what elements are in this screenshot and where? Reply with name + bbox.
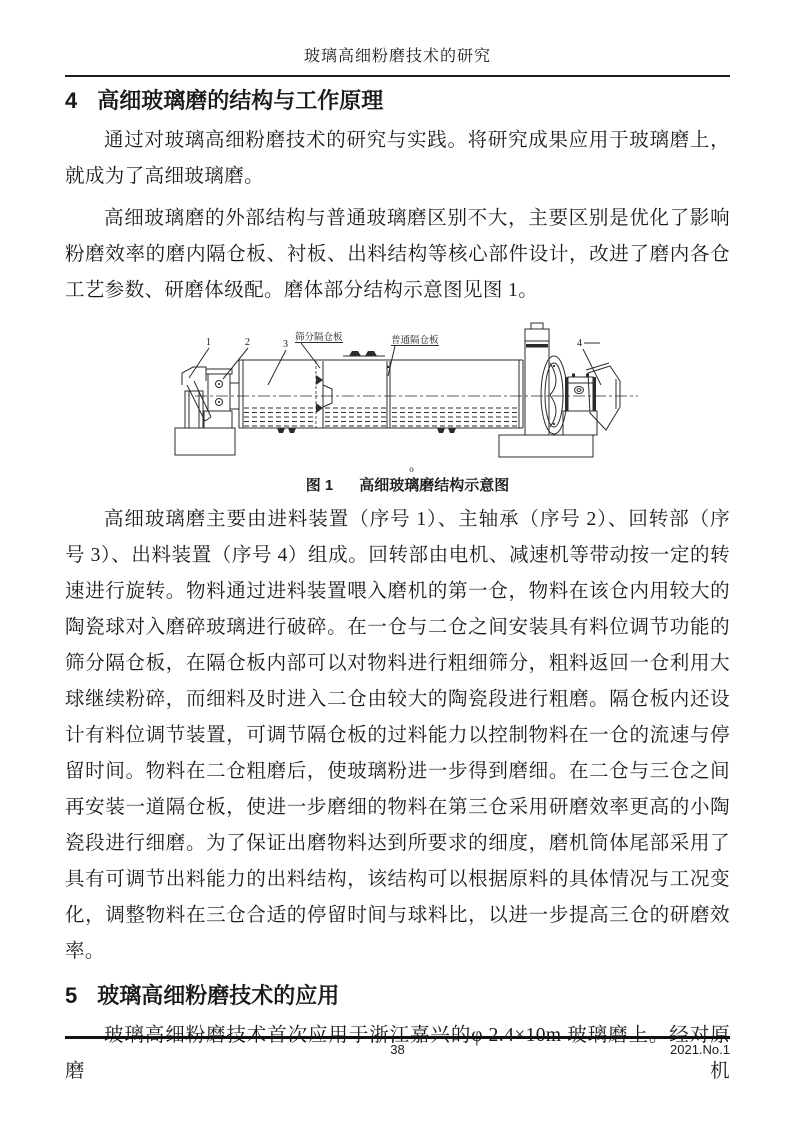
shell-lugs	[277, 428, 456, 433]
body-paragraph: 通过对玻璃高细粉磨技术的研究与实践。将研究成果应用于玻璃磨上，就成为了高细玻璃磨。	[65, 130, 730, 187]
discharge-device-part	[586, 363, 620, 430]
callout-2: 2	[244, 337, 250, 348]
section-4-number: 4	[65, 88, 78, 113]
body-paragraph: 玻璃高细粉磨技术首次应用于浙江嘉兴的φ 2.4×10m 玻璃磨上。经对原磨机	[65, 1025, 730, 1082]
section-5-heading	[65, 981, 730, 1011]
callout-4: 4	[576, 338, 582, 349]
feed-device-part	[182, 367, 211, 428]
section-5-title: 玻璃高细粉磨技术的应用	[97, 983, 340, 1008]
callout-1: 1	[205, 337, 211, 348]
main-bearing-part	[204, 369, 239, 428]
section-5-number: 5	[65, 983, 78, 1008]
sieve-diaphragm-part	[316, 361, 332, 428]
body-paragraph: 高细玻璃磨的外部结构与普通玻璃磨区别不大，主要区别是优化了影响粉磨效率的磨内隔仓板、衬板、出料结构等核心部件设计，改进了磨内各仓工艺参数、研磨体级配。磨体部分结构示意图见图 1。	[65, 208, 730, 301]
footer-issue-label: 2021.No.1	[670, 1042, 730, 1057]
mill-structure-drawing	[168, 321, 648, 463]
figure-caption	[85, 476, 730, 496]
callout-3: 3	[282, 339, 288, 350]
body-paragraph: 高细玻璃磨主要由进料装置（序号 1）、主轴承（序号 2）、回转部（序号 3）、出料装置（序号 4）组成。回转部由电机、减速机等带动按一定的转速进行旋转。物料通过进料装置喂入磨机的第一仓，物料在该仓内用较大的陶瓷球对入磨碎玻璃进行破碎。在一仓与二仓之间安装具有料位调节功能的筛分隔仓板，在隔仓板内部可以对物料进行粗细筛分，粗料返回一仓利用大球继续粉碎，而细料及时进入二仓由较大的陶瓷段进行粗磨。隔仓板内还设计有料位调节装置，可调节隔仓板的过料能力以控制物料在一仓的流速与停留时间。物料在二仓粗磨后，使玻璃粉进一步得到磨细。在二仓与三仓之间再安装一道隔仓板，使进一步磨细的物料在第三仓采用研磨效率更高的小陶瓷段进行细磨。为了保证出磨物料达到所要求的细度，磨机筒体尾部采用了具有可调节出料能力的出料结构，该结构可以根据原料的具体情况与工况变化，调整物料在三仓合适的停留时间与球料比，以进一步提高三仓的研磨效率。	[65, 509, 730, 962]
figure-caption-number: 图 1	[305, 477, 334, 494]
manhole-cover	[343, 351, 385, 356]
footer-rule	[65, 1036, 730, 1039]
header-rule	[65, 75, 730, 77]
page-footer	[65, 1036, 730, 1062]
header-title: 玻璃高细粉磨技术的研究	[303, 48, 491, 65]
left-foundation	[175, 428, 235, 455]
scan-stray-mark: o	[409, 464, 414, 474]
discharge-support-column	[525, 323, 549, 435]
figure-callouts	[189, 331, 601, 385]
footer-row	[65, 1042, 730, 1062]
grinding-media-fill	[244, 408, 518, 426]
section-4-title: 高细玻璃磨的结构与工作原理	[97, 88, 384, 113]
callout-ordinary-diaphragm: 普通隔仓板	[390, 336, 439, 346]
figure-caption-title: 高细玻璃磨结构示意图	[359, 477, 510, 494]
callout-sieve-diaphragm: 筛分隔仓板	[294, 333, 343, 343]
outlet-bearing-part	[563, 374, 597, 436]
footer-page-number: 38	[390, 1042, 405, 1057]
mill-shell	[239, 360, 523, 428]
figure-1	[85, 321, 730, 496]
right-foundation	[499, 435, 593, 457]
running-header	[65, 46, 730, 77]
section-4-heading	[65, 86, 730, 116]
